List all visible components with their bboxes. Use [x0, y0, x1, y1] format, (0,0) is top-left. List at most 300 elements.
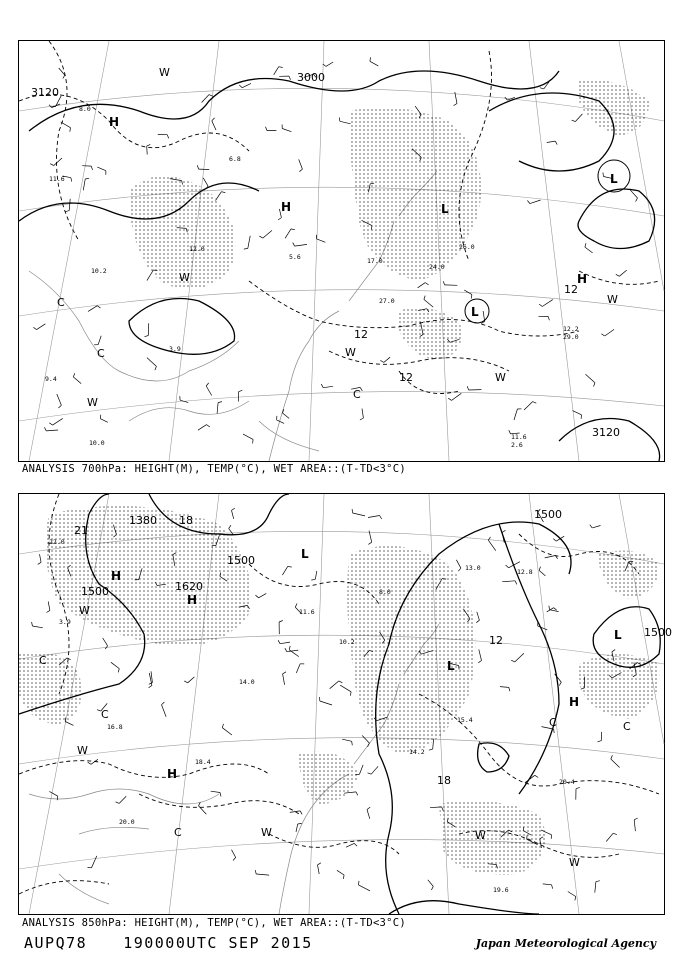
wind-barb [530, 200, 541, 204]
station-value: 24.0 [429, 263, 445, 271]
wind-barb-feather [356, 792, 358, 796]
wind-barb-feather [85, 178, 89, 179]
cold-marker: C [549, 716, 557, 729]
wind-barb [280, 642, 290, 644]
wind-barb [340, 685, 351, 692]
station-value: 12.8 [517, 568, 533, 576]
wind-barb [37, 324, 46, 330]
timestamp: 190000UTC SEP 2015 [123, 934, 313, 952]
wind-barb-feather [612, 650, 615, 652]
wind-barb-feather [283, 672, 286, 674]
wind-barb-feather [509, 687, 510, 691]
wind-barb-feather [539, 304, 542, 306]
wind-barb-feather [321, 384, 323, 388]
wind-barb-feather [368, 743, 370, 747]
station-value: 14.0 [239, 678, 255, 686]
wind-barb [359, 885, 371, 891]
cold-marker: C [174, 826, 182, 839]
station-value: 8.0 [79, 105, 91, 113]
warm-marker: W [79, 604, 90, 617]
wind-barb-feather [368, 773, 372, 774]
wind-barb [119, 796, 126, 803]
wind-barb-feather [293, 243, 295, 247]
station-value: 3.9 [169, 345, 181, 353]
wind-barbs [33, 57, 637, 443]
wind-barb-feather [601, 334, 604, 336]
wind-barb-feather [233, 858, 236, 861]
wind-barb [97, 167, 106, 171]
wind-barb-feather [118, 669, 119, 673]
wind-barb-feather [585, 243, 586, 247]
wind-barb [46, 430, 58, 431]
wind-barb-feather [289, 646, 290, 650]
wind-barb [248, 236, 250, 249]
station-value: 17.0 [367, 257, 383, 265]
wind-barb-feather [448, 398, 451, 400]
wind-barb [611, 759, 620, 768]
wind-barb-feather [67, 658, 71, 660]
graticule [19, 41, 664, 461]
wind-barb-feather [285, 648, 287, 652]
wind-barb [232, 510, 234, 518]
cold-marker: C [39, 654, 47, 667]
wind-barb [263, 230, 272, 238]
wind-barb [211, 791, 220, 792]
wind-barb [54, 158, 62, 166]
wind-barb [318, 865, 320, 874]
wind-barb-feather [502, 530, 505, 532]
warm-marker: W [159, 66, 170, 79]
warm-marker: W [261, 826, 272, 839]
wind-barb-feather [256, 595, 259, 598]
wind-barb [295, 244, 307, 246]
map-850hpa [18, 493, 672, 915]
wind-barb [32, 626, 42, 628]
wind-barb-feather [380, 360, 383, 362]
station-value: 18.4 [195, 758, 211, 766]
wind-barb [368, 516, 380, 518]
wind-barb-feather [145, 336, 149, 337]
wind-barb [452, 393, 462, 400]
wind-barb-feather [603, 173, 604, 177]
wind-barb [316, 239, 325, 243]
wind-barb [362, 736, 369, 744]
wind-barb-feather [559, 682, 561, 686]
wind-barb [538, 626, 548, 630]
wind-barb [216, 192, 222, 201]
wind-barb-feather [49, 423, 52, 425]
wind-barb [342, 739, 352, 741]
wind-barb-feather [555, 141, 557, 145]
wind-barb [48, 602, 50, 611]
warm-marker: W [87, 396, 98, 409]
wind-barb-feather [147, 144, 151, 146]
wind-barb-feather [339, 681, 343, 683]
wind-barb-feather [616, 274, 620, 276]
wind-barb-feather [239, 390, 243, 391]
wind-barb-feather [359, 881, 360, 885]
wind-barb [367, 810, 370, 819]
wind-barb-feather [52, 106, 56, 107]
isotherm-label: 18 [179, 514, 193, 527]
wind-barb [259, 593, 267, 597]
station-value: 10.0 [89, 439, 105, 447]
map-850-caption: ANALYSIS 850hPa: HEIGHT(M), TEMP(°C), WET AREA::(T-TD<3°C) [22, 917, 407, 929]
warm-marker: W [607, 293, 618, 306]
wind-barb-feather [511, 660, 515, 662]
wind-barb [147, 358, 157, 367]
wind-barb [370, 61, 378, 66]
wind-barb-feather [311, 579, 315, 580]
height-label: 1500 [227, 554, 255, 567]
wind-barb-feather [611, 755, 613, 759]
wind-barb-feather [548, 316, 549, 320]
high-center: H [109, 115, 120, 129]
wind-barb-feather [478, 661, 481, 663]
station-plots [45, 105, 579, 449]
wind-barb-feather [596, 881, 600, 882]
station-value: 26.0 [459, 243, 475, 251]
wind-barb [73, 377, 81, 384]
station-value: 12.0 [189, 245, 205, 253]
station-value: 14.2 [409, 748, 425, 756]
wind-barb [362, 409, 363, 418]
wind-barb [256, 874, 269, 875]
wind-barb [283, 413, 290, 418]
low-center: L [471, 305, 479, 319]
isotherm-label: 21 [74, 524, 88, 537]
wind-barb-feather [218, 402, 222, 403]
wind-barb [575, 114, 582, 122]
product-line [24, 934, 313, 952]
station-value: 2.6 [511, 441, 523, 449]
cold-marker: C [57, 296, 65, 309]
wind-barb [359, 765, 363, 775]
wind-barb [40, 554, 42, 562]
wind-barb [61, 122, 71, 128]
wind-barb-feather [429, 749, 433, 750]
wind-barb-feather [63, 75, 65, 79]
height-contours [19, 71, 660, 461]
station-value: 6.8 [229, 155, 241, 163]
wind-barb-feather [244, 248, 248, 249]
cold-marker: C [97, 347, 105, 360]
isotherm-label: 12 [399, 371, 413, 384]
wind-barb [65, 722, 73, 726]
station-value: 11.6 [299, 608, 315, 616]
wind-barb-feather [598, 741, 602, 742]
cold-marker: C [101, 708, 109, 721]
station-value: 13.0 [465, 564, 481, 572]
station-value: 10.2 [91, 267, 107, 275]
low-center: L [610, 172, 618, 186]
wind-barb [550, 610, 559, 612]
wind-barb [456, 560, 461, 568]
station-value: 5.6 [289, 253, 301, 261]
cold-marker: C [623, 720, 631, 733]
low-center: L [614, 628, 622, 642]
wind-barb-feather [539, 567, 540, 571]
wind-barb [277, 420, 285, 424]
wind-barb [296, 824, 298, 832]
wind-barb [147, 146, 148, 154]
wind-barb [282, 566, 287, 575]
station-value: 15.4 [457, 716, 473, 724]
wind-barb-feather [459, 666, 460, 670]
wind-barb [103, 638, 108, 646]
wind-barb-feather [350, 692, 351, 696]
station-value: 11.6 [49, 175, 65, 183]
wind-barb [606, 833, 613, 841]
wind-barb-feather [370, 57, 371, 61]
warm-marker: W [495, 371, 506, 384]
wind-barb-feather [299, 169, 302, 172]
wind-barb [525, 775, 535, 782]
wind-barb-feather [467, 386, 469, 390]
wind-barb-feather [527, 201, 530, 204]
wind-barb-feather [97, 306, 100, 308]
wind-barb [384, 357, 390, 362]
wind-barb-feather [552, 885, 553, 889]
wind-barb [315, 571, 317, 579]
wind-barb [222, 728, 232, 735]
high-center: H [187, 593, 198, 607]
wind-barb [296, 664, 300, 673]
isotherm-label: 12 [564, 283, 578, 296]
wind-barb [57, 394, 62, 405]
high-center: H [167, 767, 178, 781]
wind-barb-feather [553, 539, 556, 542]
wind-barb [337, 870, 344, 875]
wind-barb-feather [221, 192, 225, 193]
low-center: L [441, 202, 449, 216]
wind-barb [346, 843, 354, 847]
map-850hpa-canvas [19, 494, 672, 914]
wind-barb-feather [279, 67, 283, 68]
station-value: 19.6 [493, 886, 509, 894]
wind-barb-feather [506, 565, 509, 568]
wind-barb-feather [291, 229, 295, 230]
wind-barb-feather [38, 562, 41, 564]
wind-barb [326, 62, 333, 66]
wind-barb [330, 681, 339, 689]
wind-barb-feather [443, 281, 444, 285]
wind-barb-feather [88, 762, 91, 764]
wet-area [19, 506, 660, 875]
wind-barb-feather [73, 373, 74, 377]
wind-barb [547, 141, 555, 142]
wind-barb-feather [535, 775, 538, 777]
wind-barb [502, 581, 515, 582]
wind-barb-feather [222, 724, 223, 728]
wind-barb-feather [32, 622, 33, 626]
wind-barb [147, 270, 154, 281]
cold-marker: C [353, 388, 361, 401]
wind-barb-feather [295, 604, 297, 608]
wind-barb [543, 884, 552, 885]
wind-barb [545, 556, 556, 558]
wind-barb-feather [590, 525, 592, 528]
wind-barb-feather [197, 165, 198, 169]
wind-barb-feather [636, 198, 638, 202]
wind-barb [515, 653, 524, 662]
wind-barb-feather [58, 405, 61, 408]
wind-barb-feather [360, 418, 364, 420]
station-value: 12.2 [563, 325, 579, 333]
isotherm-label: 12 [354, 328, 368, 341]
wind-barb [428, 880, 434, 887]
wind-barb [285, 229, 291, 238]
map-700hpa-canvas [19, 41, 664, 461]
wind-barb-feather [279, 621, 283, 623]
wind-barb [539, 570, 545, 576]
warm-marker: W [569, 856, 580, 869]
wind-barb [198, 425, 207, 431]
wind-barb [568, 892, 576, 897]
wind-barb [203, 178, 208, 186]
map-700hpa [18, 40, 665, 462]
height-label: 3120 [592, 426, 620, 439]
wind-barb-feather [149, 686, 152, 688]
wind-barb [424, 299, 433, 307]
wind-barb-feather [278, 218, 281, 220]
wind-barb [479, 649, 482, 660]
station-value: 29.0 [563, 333, 579, 341]
wind-barb-feather [207, 425, 210, 427]
wind-barb-feather [454, 104, 457, 106]
wind-barb [524, 402, 533, 410]
wind-barb [371, 766, 378, 774]
wind-barb-feather [71, 178, 72, 182]
wind-barb [483, 311, 485, 322]
wind-barb [242, 83, 251, 87]
wind-barb-feather [162, 702, 165, 705]
height-label: 3000 [297, 71, 325, 84]
wind-barb-feather [576, 787, 580, 788]
wind-barb-feather [57, 796, 58, 800]
product-code: AUPQ78 [24, 934, 88, 952]
wind-barb-feather [206, 383, 209, 386]
wind-barb [188, 677, 195, 683]
wind-barb-feather [572, 120, 576, 122]
wind-barb-feather [613, 833, 617, 834]
wind-barb [92, 856, 97, 868]
wind-barb-feather [540, 88, 544, 89]
wind-barb [500, 687, 509, 688]
wind-barb-feather [50, 164, 54, 166]
high-center: H [111, 569, 122, 583]
wind-barb [232, 850, 236, 858]
wind-barb-feather [255, 870, 256, 874]
high-center: H [577, 272, 588, 286]
wind-barb-feather [380, 516, 382, 520]
wind-barb-feather [232, 508, 235, 510]
wind-barb-feather [339, 117, 340, 121]
wind-barb [477, 612, 480, 620]
wind-barb-feather [575, 897, 576, 901]
wind-barb [290, 811, 300, 813]
wind-barb [592, 526, 600, 528]
wind-barb [217, 403, 218, 414]
wind-barb-feather [471, 295, 472, 299]
wind-barb-feather [343, 875, 344, 879]
isotherm-label: 18 [437, 774, 451, 787]
wind-barb-feather [70, 128, 71, 132]
wind-barb [111, 662, 119, 668]
wind-barb-feather [253, 439, 254, 443]
wind-barb-feather [167, 135, 168, 139]
height-label: 1500 [644, 626, 672, 639]
wind-barb [320, 701, 332, 705]
warm-marker: W [77, 744, 88, 757]
height-label: 1500 [81, 585, 109, 598]
wind-barb [98, 336, 101, 345]
station-value: 11.6 [511, 433, 527, 441]
height-label: 3120 [31, 86, 59, 99]
station-value: 22.0 [49, 538, 65, 546]
map-700-caption: ANALYSIS 700hPa: HEIGHT(M), TEMP(°C), WET AREA::(T-TD<3°C) [22, 463, 407, 475]
wind-barb [69, 199, 70, 211]
wind-barb-feather [209, 95, 213, 97]
wind-barb-feather [634, 818, 638, 820]
wind-barb [100, 419, 107, 423]
wind-barb [586, 374, 596, 383]
wind-barb-feather [288, 566, 292, 567]
wind-barb [299, 159, 303, 169]
wind-barb-feather [229, 525, 231, 528]
wind-barb-feather [318, 863, 321, 865]
agency-credit: Japan Meteorological Agency [475, 937, 656, 950]
warm-marker: W [345, 346, 356, 359]
wind-barb [202, 95, 209, 103]
station-value: 10.2 [339, 638, 355, 646]
wind-barb-feather [220, 793, 221, 797]
wind-barb [206, 386, 212, 396]
wind-barb [88, 306, 97, 312]
wind-barb [585, 247, 593, 253]
station-value: 20.0 [119, 818, 135, 826]
wind-barb-feather [367, 807, 370, 809]
wind-barb-feather [554, 608, 557, 610]
wind-barb [212, 121, 216, 130]
wind-barb [353, 513, 365, 516]
wind-barb-feather [476, 620, 479, 623]
wet-area [129, 80, 649, 361]
warm-marker: W [179, 271, 190, 284]
wind-barb-feather [352, 509, 353, 513]
wind-barb [418, 283, 426, 288]
wind-barb-feather [65, 211, 69, 212]
wind-barb-feather [425, 283, 428, 285]
wind-barb [162, 705, 167, 717]
wind-barb [53, 418, 63, 425]
wind-barb [556, 536, 564, 541]
low-center: L [301, 547, 309, 561]
low-center: L [447, 659, 455, 673]
wind-barb-feather [515, 581, 517, 585]
wind-barb-feather [266, 127, 268, 131]
wind-barb-feather [184, 681, 188, 683]
height-label: 1620 [175, 580, 203, 593]
wind-barb-feather [354, 843, 357, 846]
wind-barb [595, 882, 596, 893]
station-value: 20.4 [559, 778, 575, 786]
wind-barb [634, 820, 635, 831]
wind-barb-feather [155, 366, 157, 370]
station-value: 27.0 [379, 297, 395, 305]
wind-barb-feather [298, 823, 302, 824]
wind-barb-feather [594, 383, 596, 387]
